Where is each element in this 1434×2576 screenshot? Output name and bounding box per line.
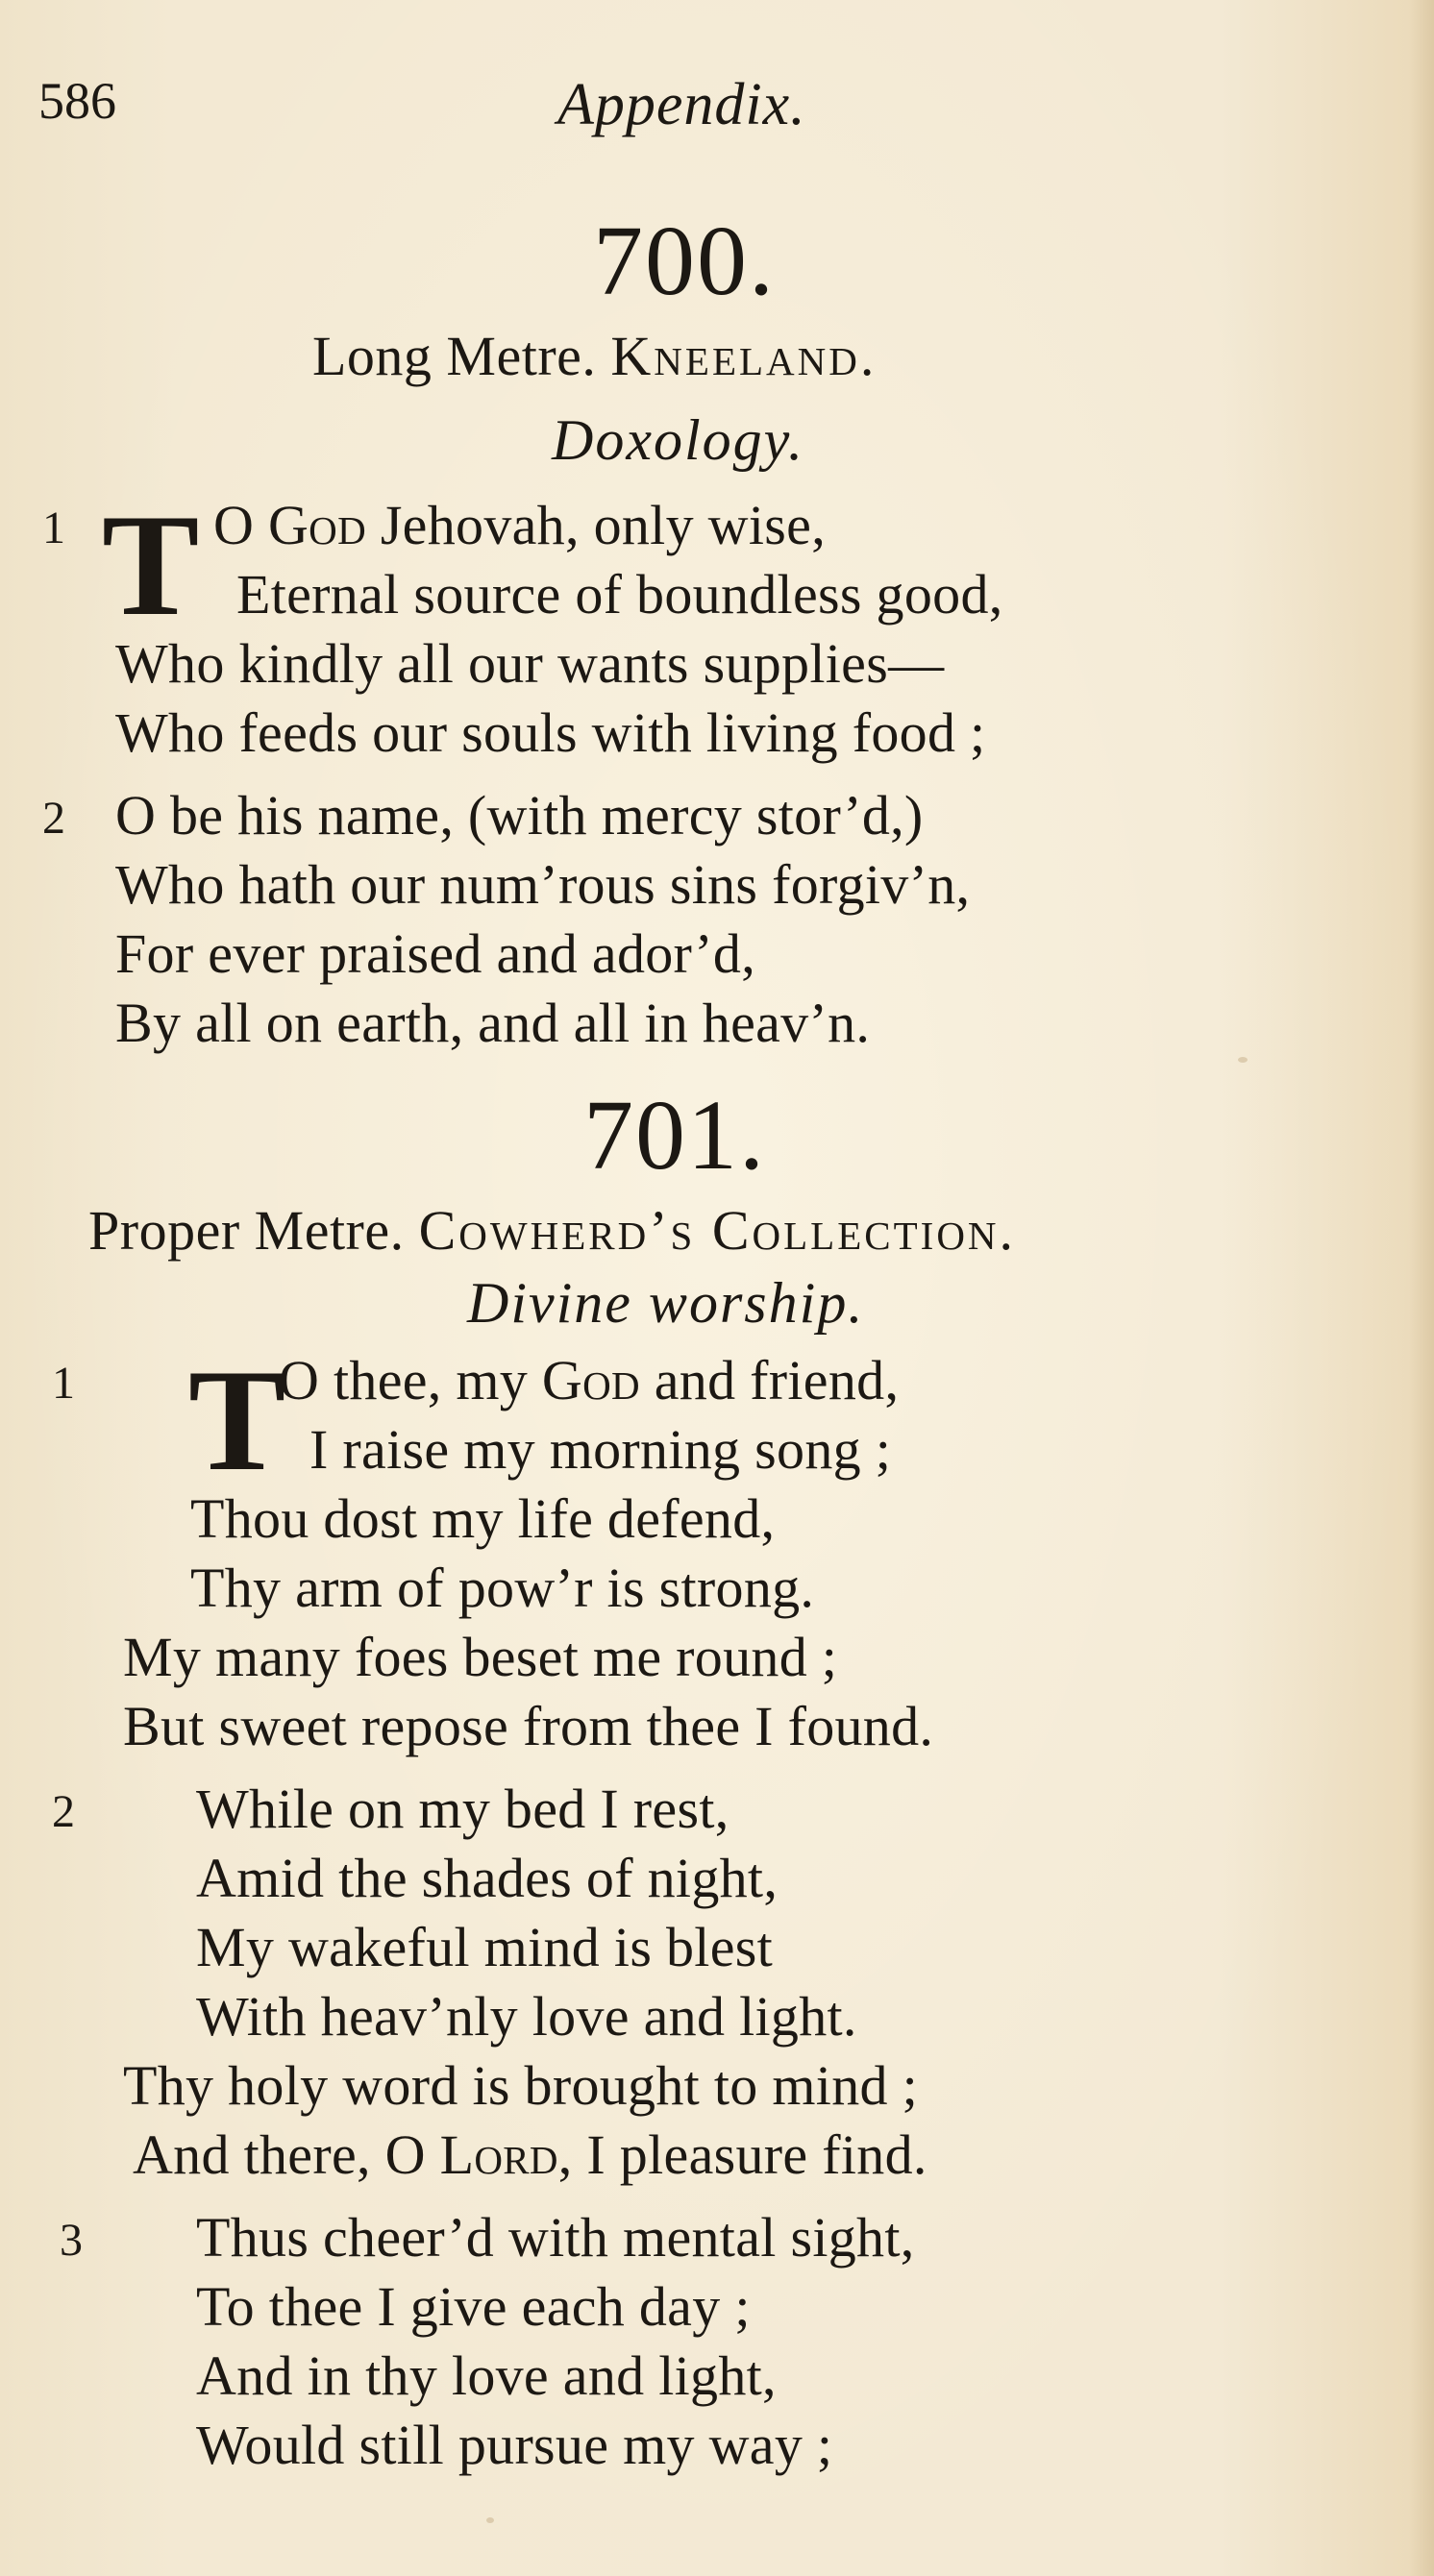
metre: Proper Metre. bbox=[88, 1199, 405, 1262]
verse-line: For ever praised and ador’d, bbox=[115, 922, 756, 985]
verse-number: 2 bbox=[42, 793, 65, 844]
verse-line: Thus cheer’d with mental sight, bbox=[196, 2206, 915, 2269]
verse-line: But sweet repose from thee I found. bbox=[123, 1695, 934, 1757]
verse-line bbox=[213, 494, 827, 556]
verse-line: To thee I give each day ; bbox=[196, 2275, 751, 2338]
hymn-metre-line bbox=[88, 1199, 1017, 1262]
running-head: Appendix. bbox=[557, 72, 806, 137]
hymn-number: 700. bbox=[593, 206, 776, 316]
divine-name: God bbox=[268, 494, 367, 556]
paper-spot bbox=[486, 2517, 494, 2523]
tune-name: Kneeland. bbox=[610, 325, 878, 387]
hymn-number: 701. bbox=[583, 1080, 766, 1190]
verse-line: With heav’nly love and light. bbox=[196, 1985, 857, 2048]
verse-line: Who hath our num’rous sins forgiv’n, bbox=[115, 853, 971, 916]
metre: Long Metre. bbox=[312, 325, 597, 387]
verse-number: 1 bbox=[42, 503, 65, 553]
verse-line: Who feeds our souls with living food ; bbox=[115, 701, 986, 764]
verse-line: I raise my morning song ; bbox=[309, 1418, 892, 1481]
hymn-metre-line bbox=[312, 325, 878, 387]
line-text: Jehovah, only wise, bbox=[366, 494, 827, 556]
line-text: O bbox=[213, 494, 268, 556]
verse-number: 3 bbox=[60, 2215, 83, 2266]
tune-name: Cowherd’s Collection. bbox=[418, 1199, 1017, 1262]
verse-line: Who kindly all our wants supplies— bbox=[115, 632, 945, 695]
verse-line: By all on earth, and all in heav’n. bbox=[115, 992, 871, 1054]
verse-line bbox=[133, 2123, 927, 2186]
divine-name: Lord bbox=[439, 2123, 558, 2186]
line-text: O thee, my bbox=[279, 1349, 542, 1411]
line-text: and friend, bbox=[639, 1349, 900, 1411]
line-text: And there, O bbox=[133, 2123, 440, 2186]
verse-line: O be his name, (with mercy stor’d,) bbox=[115, 784, 924, 846]
verse-line: While on my bed I rest, bbox=[196, 1778, 729, 1840]
verse-line: My many foes beset me round ; bbox=[123, 1626, 838, 1688]
drop-cap: T bbox=[102, 484, 200, 646]
page-edge-shadow bbox=[1409, 0, 1434, 2576]
verse-line: Would still pursue my way ; bbox=[196, 2414, 833, 2476]
verse-line: Thy holy word is brought to mind ; bbox=[123, 2054, 919, 2117]
verse-line: My wakeful mind is blest bbox=[196, 1916, 774, 1978]
verse-line: And in thy love and light, bbox=[196, 2344, 777, 2407]
verse-line: Amid the shades of night, bbox=[196, 1847, 779, 1909]
drop-cap: T bbox=[188, 1339, 286, 1501]
paper-spot bbox=[1238, 1057, 1248, 1063]
verse-line bbox=[279, 1349, 900, 1411]
verse-number: 1 bbox=[52, 1358, 75, 1409]
hymn-subject: Divine worship. bbox=[467, 1271, 865, 1335]
verse-line: Eternal source of boundless good, bbox=[236, 563, 1003, 626]
verse-line: Thou dost my life defend, bbox=[190, 1487, 776, 1550]
hymn-subject: Doxology. bbox=[552, 408, 804, 472]
verse-number: 2 bbox=[52, 1786, 75, 1837]
page-number: 586 bbox=[38, 72, 116, 130]
divine-name: God bbox=[541, 1349, 640, 1411]
line-text: , I pleasure find. bbox=[557, 2123, 927, 2186]
verse-line: Thy arm of pow’r is strong. bbox=[190, 1557, 815, 1619]
